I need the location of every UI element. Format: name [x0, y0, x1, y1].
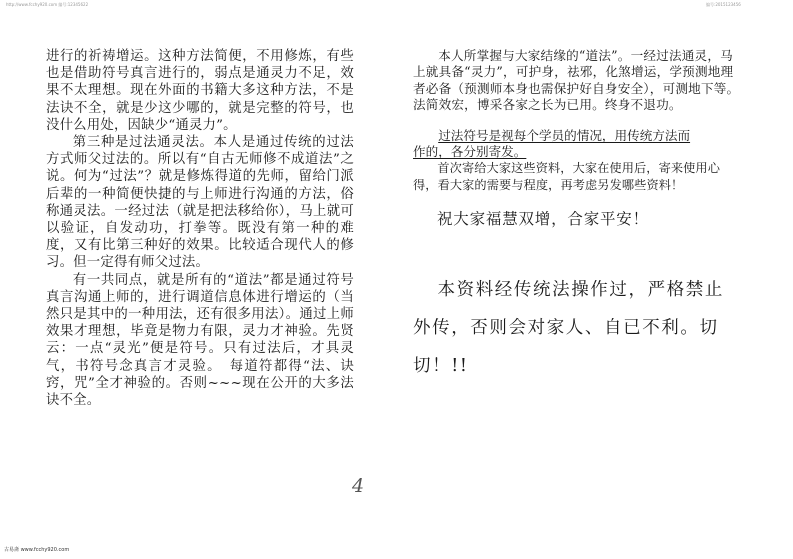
underlined-notice-text: 过法符号是视每个学员的情况，用传统方法而作的，各分别寄发。 — [413, 127, 691, 160]
scan-header-left: http://www.fcchy920.com 编号:12345622 — [6, 2, 89, 7]
blessing-line: 祝大家福慧双增，合家平安！ — [437, 210, 649, 229]
right-paragraph-3: 首次寄给大家这些资料，大家在使用后，寄来使用心得，看大家的需要与程度，再考虑另发哪些资料！ — [413, 161, 721, 192]
left-paragraph-1: 进行的祈祷增运。这种方法简便，不用修炼，有些也是借助符号真言进行的，弱点是通灵力不足，效果不太理想。现在外面的书籍大多这种方法，不是法诀不全，就是少这少哪的，就是完整的符号，也没什么用处，因缺少“通灵力”。 — [46, 49, 354, 133]
underlined-notice — [413, 128, 695, 161]
left-paragraph-3: 有一共同点，就是所有的“道法”都是通过符号真言沟通上师的，进行调道信息体进行增运的（当然只是其中的一种用法，还有很多用法）。通过上师效果才理想，毕竟是物力有限，灵力才神验。先贤云：一点“灵光”便是符号。只有过法后，才具灵气，书符号念真言才灵验。 每道符都得“法、诀窍，咒”全才神验的。否则~~~现在公开的大多法诀不全。 — [46, 272, 354, 409]
page-number: 4 — [352, 475, 365, 497]
right-column — [413, 48, 743, 385]
scan-header-right: 编号:2015123456 — [706, 2, 741, 7]
footer-brand: 古易斋 www.fcchy920.com — [4, 547, 70, 553]
right-paragraph-1: 本人所掌握与大家结缘的“道法”。一经过法通灵，马上就具备“灵力”，可护身，祛邪，化煞增运，学预测地理者必备（预测师本身也需保护好自身安全），可测地下等。法简效宏，博采各家之长为已用。终身不退功。 — [413, 48, 740, 113]
left-column — [46, 48, 354, 409]
warning-notice: 本资料经传统法操作过，严格禁止外传，否则会对家人、自已不利。切切！!! — [413, 280, 724, 377]
left-paragraph-2: 第三种是过法通灵法。本人是通过传统的过法方式师父过法的。所以有“自古无师修不成道法”之说。何为“过法”？就是修炼得道的先师，留给门派后辈的一种简便快捷的与上师进行沟通的方法，俗称通灵法。一经过法（就是把法移给你），马上就可以验证，自发动功，打拳等。既没有第一种的难度，又有比第三种好的效果。比较适合现代人的修习。但一定得有师父过法。 — [46, 135, 354, 271]
